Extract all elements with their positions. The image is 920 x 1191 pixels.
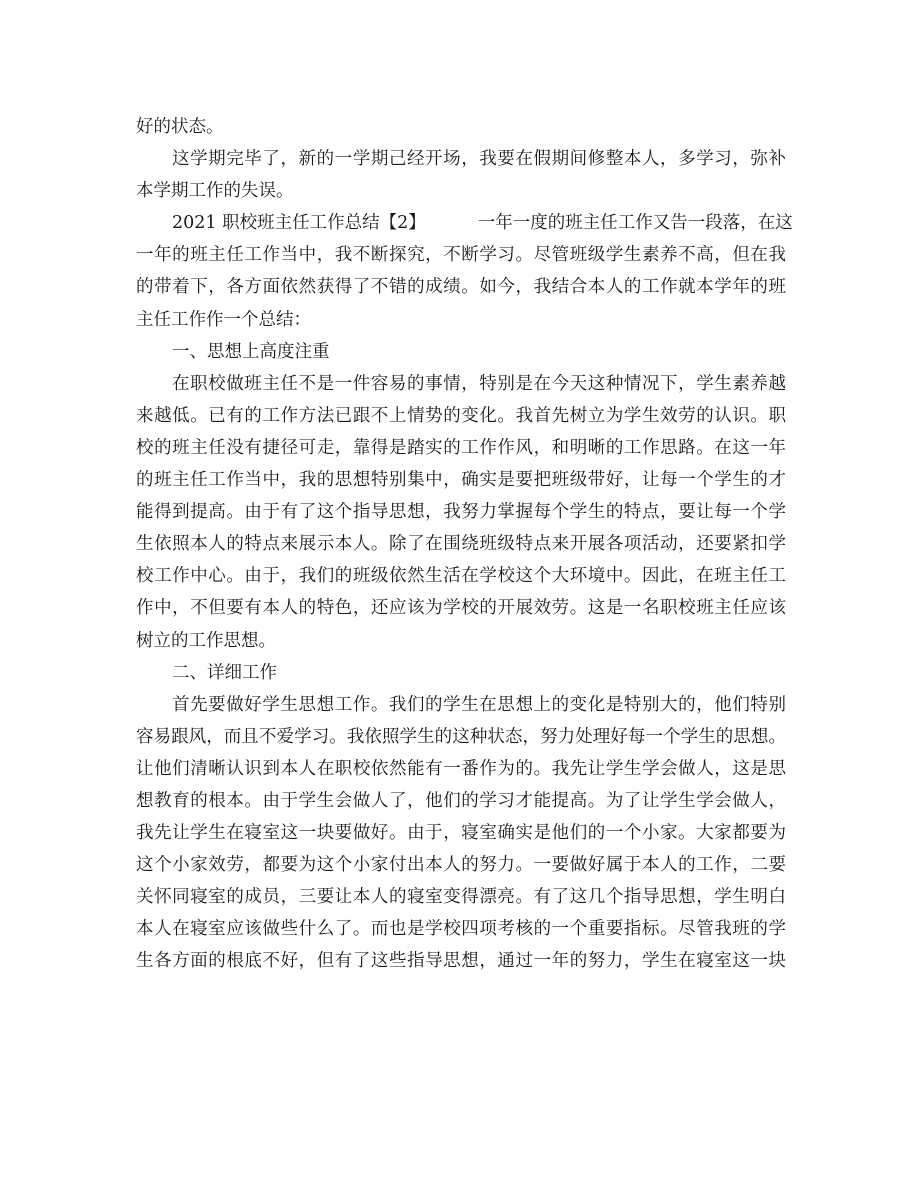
section-title-line [136, 207, 793, 239]
paragraph-start-text: 一年一度的班主任工作又告一段落，在这 [477, 213, 793, 234]
text-line: 生依照本人的特点来展示本人。除了在围绕班级特点来开展各项活动，还要紧扣学 [136, 534, 786, 555]
text-line: 生各方面的根底不好，但有了这些指导思想，通过一年的努力，学生在寝室这一块 [136, 951, 786, 972]
text-line: 让他们清晰认识到本人在职校依然能有一番作为的。我先让学生学会做人，这是思 [136, 758, 786, 779]
text-line: 主任工作作一个总结： [136, 309, 311, 330]
text-line: 一年的班主任工作当中，我不断探究，不断学习。尽管班级学生素养不高，但在我 [136, 245, 786, 266]
text-line: 我先让学生在寝室这一块要做好。由于，寝室确实是他们的一个小家。大家都要为 [136, 823, 786, 844]
text-line: 作中，不但要有本人的特色，还应该为学校的开展效劳。这是一名职校班主任应该 [136, 598, 786, 619]
paragraph-start: 首先要做好学生思想工作。我们的学生在思想上的变化是特别大的，他们特别 [172, 694, 786, 715]
text-line: 容易跟风，而且不爱学习。我依照学生的这种状态，努力处理好每一个学生的思想。 [136, 726, 786, 747]
text-line: 本学期工作的失误。 [136, 181, 294, 202]
text-line: 关怀同寝室的成员，三要让本人的寝室变得漂亮。有了这几个指导思想，学生明白 [136, 887, 786, 908]
text-line: 好的状态。 [136, 117, 224, 137]
text-line: 的班主任工作当中，我的思想特别集中，确实是要把班级带好，让每一个学生的才 [136, 470, 786, 491]
text-line: 这个小家效劳，都要为这个小家付出本人的努力。一要做好属于本人的工作，二要 [136, 855, 786, 876]
paragraph-start: 这学期完毕了，新的一学期己经开场，我要在假期间修整本人，多学习，弥补 [172, 149, 786, 170]
paragraph-start: 在职校做班主任不是一件容易的事情，特别是在今天这种情况下，学生素养越 [172, 373, 786, 394]
text-line: 能得到提高。由于有了这个指导思想，我努力掌握每个学生的特点，要让每一个学 [136, 502, 786, 523]
section-heading-2: 二、详细工作 [172, 662, 277, 683]
text-line: 的带着下，各方面依然获得了不错的成绩。如今，我结合本人的工作就本学年的班 [136, 277, 786, 298]
section-title: 2021 职校班主任工作总结【2】 [172, 213, 426, 234]
text-line: 想教育的根本。由于学生会做人了，他们的学习才能提高。为了让学生学会做人， [136, 790, 786, 811]
text-line: 校的班主任没有捷径可走，靠得是踏实的工作作风，和明晰的工作思路。在这一年 [136, 437, 786, 458]
text-line: 树立的工作思想。 [136, 630, 276, 651]
section-heading-1: 一、思想上高度注重 [172, 341, 330, 362]
text-line: 来越低。已有的工作方法已跟不上情势的变化。我首先树立为学生效劳的认识。职 [136, 405, 786, 426]
text-line: 本人在寝室应该做些什么了。而也是学校四项考核的一个重要指标。尽管我班的学 [136, 919, 786, 940]
text-line: 校工作中心。由于，我们的班级依然生活在学校这个大环境中。因此，在班主任工 [136, 566, 786, 587]
document-body [136, 111, 793, 978]
